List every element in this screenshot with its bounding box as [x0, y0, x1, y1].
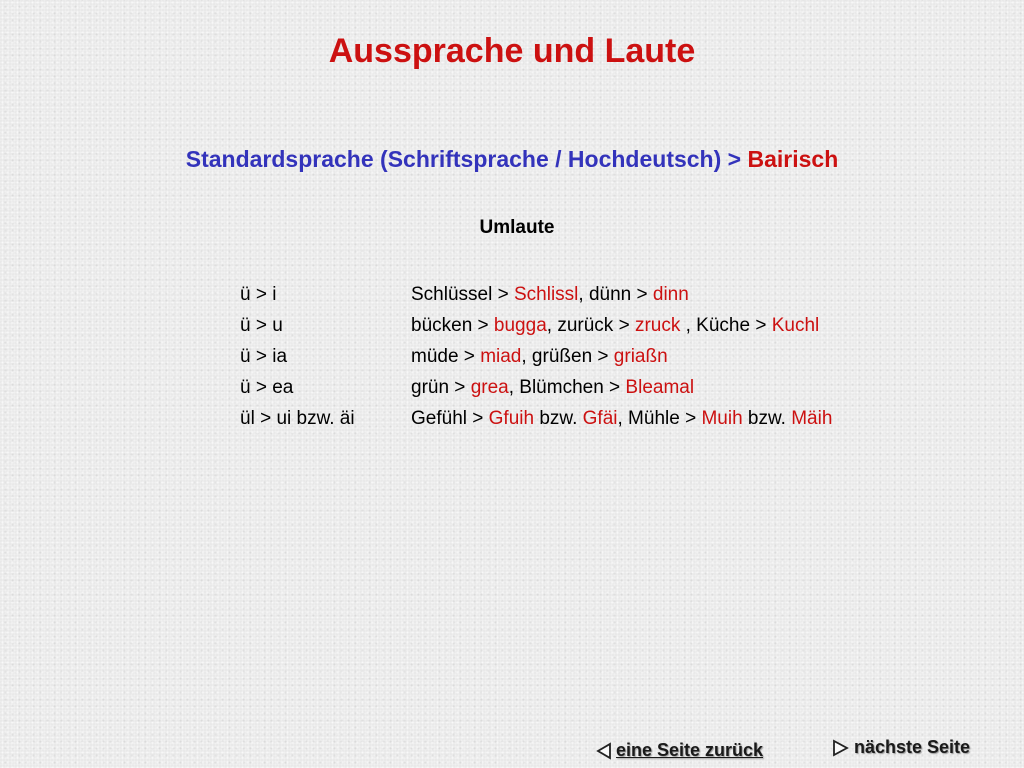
standard-text: Schlüssel >: [411, 284, 514, 305]
rule-row: [240, 313, 960, 344]
standard-text: , grüßen >: [521, 346, 614, 367]
bavarian-word: Gfäi: [582, 408, 618, 429]
page-subtitle: [0, 146, 1024, 173]
bavarian-word: Muih: [701, 408, 743, 429]
bavarian-word: grea: [470, 377, 509, 398]
standard-text: Gefühl >: [411, 408, 489, 429]
triangle-right-icon: [832, 739, 850, 757]
subtitle-standard-language: Standardsprache (Schriftsprache / Hochdeutsch) >: [185, 146, 742, 172]
bavarian-word: Mäih: [791, 408, 833, 429]
standard-text: grün >: [411, 377, 471, 398]
rule-examples: [411, 282, 960, 308]
rule-pattern: ül > ui bzw. äi: [240, 408, 355, 429]
rule-row: [240, 406, 960, 437]
bavarian-word: Gfuih: [488, 408, 535, 429]
rule-pattern: ü > ea: [240, 377, 294, 398]
bavarian-word: griaßn: [613, 346, 668, 367]
rule-row: [240, 344, 960, 375]
section-heading: Umlaute: [479, 217, 555, 238]
rule-examples: [411, 344, 960, 370]
standard-text: bzw.: [534, 408, 583, 429]
bavarian-word: bugga: [493, 315, 547, 336]
standard-text: bzw.: [742, 408, 792, 429]
next-page-link[interactable]: [832, 737, 970, 758]
rule-pattern: ü > i: [240, 284, 277, 305]
subtitle-bavarian: Bairisch: [747, 146, 839, 172]
bavarian-word: Schlissl: [513, 284, 579, 305]
rule-row: [240, 375, 960, 406]
rule-pattern: ü > ia: [240, 346, 288, 367]
bavarian-word: miad: [480, 346, 522, 367]
standard-text: , Küche >: [680, 315, 772, 336]
standard-text: , Mühle >: [617, 408, 702, 429]
rule-examples: [411, 375, 960, 401]
previous-page-link[interactable]: [596, 740, 763, 761]
standard-text: müde >: [411, 346, 481, 367]
rule-examples: [411, 406, 960, 432]
previous-page-label: eine Seite zurück: [616, 740, 764, 760]
bavarian-word: zruck: [634, 315, 681, 336]
bavarian-word: dinn: [652, 284, 689, 305]
next-page-label: nächste Seite: [854, 737, 971, 757]
triangle-left-icon: [596, 742, 612, 760]
standard-text: bücken >: [411, 315, 494, 336]
rule-pattern: ü > u: [240, 315, 283, 336]
rule-row: [240, 282, 960, 313]
standard-text: , Blümchen >: [508, 377, 626, 398]
standard-text: , zurück >: [546, 315, 635, 336]
bavarian-word: Bleamal: [625, 377, 695, 398]
bavarian-word: Kuchl: [771, 315, 820, 336]
sound-rules-list: [240, 282, 960, 437]
page-title: Aussprache und Laute: [328, 32, 696, 70]
standard-text: , dünn >: [578, 284, 653, 305]
rule-examples: [411, 313, 960, 339]
